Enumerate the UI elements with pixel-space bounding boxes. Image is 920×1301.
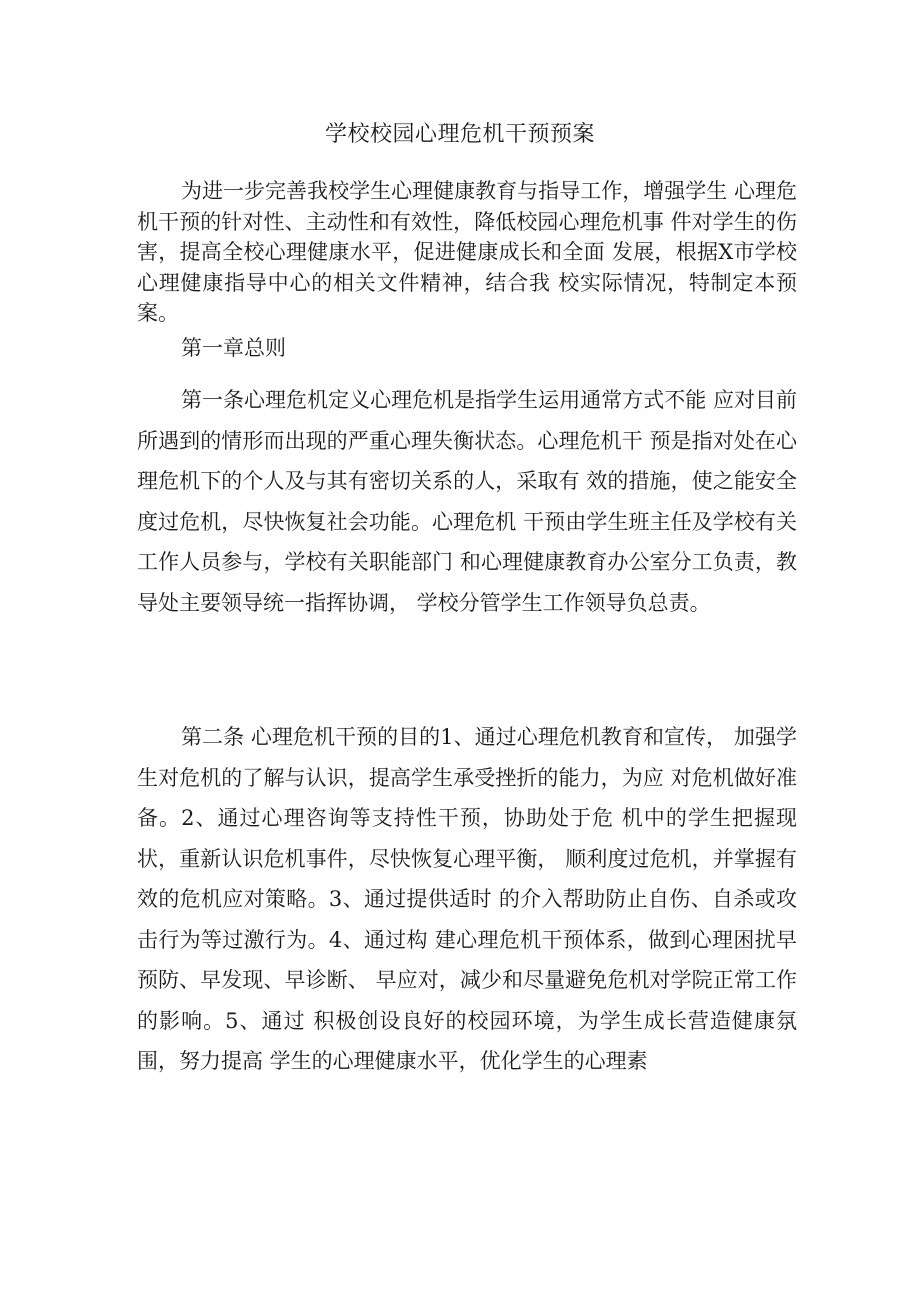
intro-paragraph: 为进一步完善我校学生心理健康教育与指导工作，增强学生 心理危机干预的针对性、主动性和有效性，降低校园心理危机事 件对学生的伤害，提高全校心理健康水平，促进健康成长和全面 发展，根据X市学校心理健康指导中心的相关文件精神，结合我 校实际情况，特制定本预案。: [137, 179, 797, 325]
article-1-paragraph: 第一条心理危机定义心理危机是指学生运用通常方式不能 应对目前所遇到的情形而出现的严重心理失衡状态。心理危机干 预是指对处在心理危机下的个人及与其有密切关系的人，采取有 效的措施，使之能安全度过危机，尽快恢复社会功能。心理危机 干预由学生班主任及学校有关工作人员参与，学校有关职能部门 和心理健康教育办公室分工负责，教导处主要领导统一指挥协调， 学校分管学生工作领导负总责。: [137, 388, 797, 615]
chapter-heading: 第一章总则: [181, 336, 286, 360]
article-2-paragraph: 第二条 心理危机干预的目的1、通过心理危机教育和宣传， 加强学生对危机的了解与认识，提高学生承受挫折的能力，为应 对危机做好准备。2、通过心理咨询等支持性干预，协助处于危 机中的学生把握现状，重新认识危机事件，尽快恢复心理平衡， 顺利度过危机，并掌握有效的危机应对策略。3、通过提供适时 的介入帮助防止自伤、自杀或攻击行为等过激行为。4、通过构 建心理危机干预体系，做到心理困扰早预防、早发现、早诊断、 早应对，减少和尽量避免危机对学院正常工作的影响。5、通过 积极创设良好的校园环境，为学生成长营造健康氛围，努力提高 学生的心理健康水平，优化学生的心理素: [137, 725, 797, 1073]
document-title: 学校校园心理危机干预预案: [324, 122, 595, 147]
